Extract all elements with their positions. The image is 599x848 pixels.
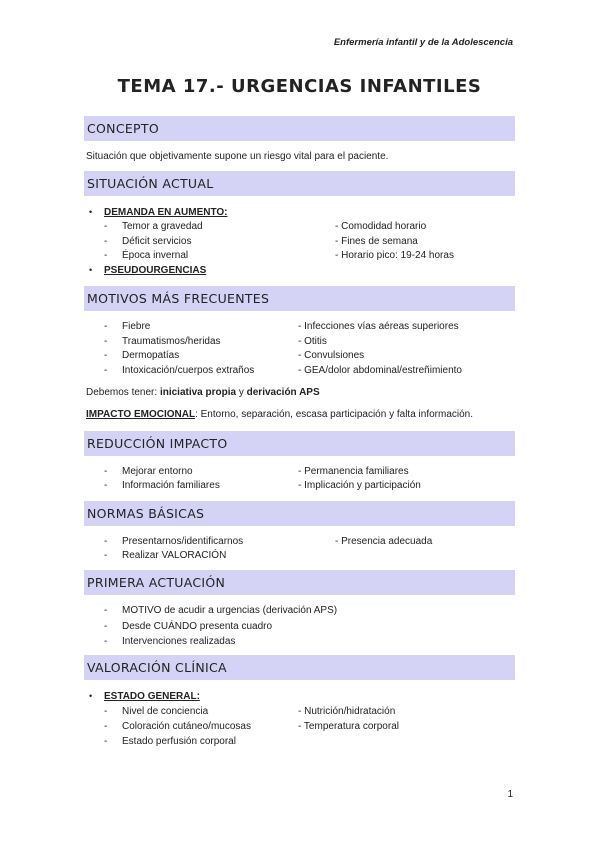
list-item: Intervenciones realizadas: [122, 636, 236, 647]
dash-icon: -: [104, 250, 108, 261]
list-item: Intoxicación/cuerpos extraños: [122, 365, 255, 376]
page-number: 1: [507, 789, 513, 800]
list-item: - Temperatura corporal: [298, 721, 399, 732]
dash-icon: -: [104, 706, 108, 717]
dash-icon: -: [104, 550, 108, 561]
section-valoracion-heading: VALORACIÓN CLÍNICA: [84, 655, 515, 680]
dash-icon: -: [104, 721, 108, 732]
list-item: Presentarnos/identificarnos: [122, 536, 244, 547]
dash-icon: -: [104, 350, 108, 361]
section-reduccion-heading: REDUCCIÓN IMPACTO: [84, 431, 515, 456]
list-item: Coloración cutáneo/mucosas: [122, 721, 251, 732]
debemos-prefix: Debemos tener:: [86, 387, 160, 398]
dash-icon: -: [104, 621, 108, 632]
dash-icon: -: [104, 221, 108, 232]
list-item: Desde CUÁNDO presenta cuadro: [122, 621, 273, 632]
impacto-line: [86, 409, 473, 421]
dash-icon: -: [104, 736, 108, 747]
list-item: Época invernal: [122, 250, 189, 261]
list-item: - Implicación y participación: [298, 480, 421, 491]
impacto-label: IMPACTO EMOCIONAL: [86, 409, 196, 420]
list-item: Déficit servicios: [122, 236, 192, 247]
debemos-bold-2: derivación APS: [246, 387, 320, 398]
dash-icon: -: [104, 605, 108, 616]
dash-icon: -: [104, 236, 108, 247]
bullet-icon: •: [89, 691, 93, 701]
page-title: TEMA 17.- URGENCIAS INFANTILES: [117, 76, 482, 97]
dash-icon: -: [104, 336, 108, 347]
list-item: - Horario pico: 19-24 horas: [335, 250, 454, 261]
list-item: Nivel de conciencia: [122, 706, 209, 717]
section-situacion-heading: SITUACIÓN ACTUAL: [84, 171, 515, 196]
list-item: - Nutrición/hidratación: [298, 706, 396, 717]
list-item: - Presencia adecuada: [335, 536, 433, 547]
list-item: - Convulsiones: [298, 350, 365, 361]
list-item: Dermopatías: [122, 350, 180, 361]
list-item: - Comodidad horario: [335, 221, 427, 232]
dash-icon: -: [104, 480, 108, 491]
dash-icon: -: [104, 365, 108, 376]
section-concepto-heading: CONCEPTO: [84, 116, 515, 141]
concepto-text: Situación que objetivamente supone un riesgo vital para el paciente.: [86, 151, 389, 162]
list-item: - GEA/dolor abdominal/estreñimiento: [298, 365, 462, 376]
list-item: Traumatismos/heridas: [122, 336, 221, 347]
list-item: Realizar VALORACIÓN: [122, 550, 227, 561]
list-item: Información familiares: [122, 480, 220, 491]
dash-icon: -: [104, 466, 108, 477]
demanda-label: DEMANDA EN AUMENTO:: [104, 207, 228, 218]
list-item: Mejorar entorno: [122, 466, 193, 477]
list-item: - Infecciones vías aéreas superiores: [298, 321, 459, 332]
dash-icon: -: [104, 321, 108, 332]
section-normas-heading: NORMAS BÁSICAS: [84, 501, 515, 526]
dash-icon: -: [104, 636, 108, 647]
list-item: - Permanencia familiares: [298, 466, 409, 477]
list-item: - Otitis: [298, 336, 327, 347]
list-item: Temor a gravedad: [122, 221, 203, 232]
bullet-icon: •: [89, 207, 93, 217]
impacto-text: : Entorno, separación, escasa participación y falta información.: [195, 409, 474, 420]
debemos-tener-line: [86, 387, 320, 399]
bullet-icon: •: [89, 265, 93, 275]
list-item: MOTIVO de acudir a urgencias (derivación APS): [122, 605, 338, 616]
section-motivos-heading: MOTIVOS MÁS FRECUENTES: [84, 286, 515, 311]
pseudourgencias-label: PSEUDOURGENCIAS: [104, 265, 207, 276]
list-item: - Fines de semana: [335, 236, 418, 247]
debemos-mid: y: [236, 387, 247, 398]
running-header: Enfermería infantil y de la Adolescencia: [333, 37, 513, 48]
debemos-bold-1: iniciativa propia: [159, 387, 237, 398]
list-item: Estado perfusión corporal: [122, 736, 236, 747]
dash-icon: -: [104, 536, 108, 547]
list-item: Fiebre: [122, 321, 151, 332]
section-primera-heading: PRIMERA ACTUACIÓN: [84, 570, 515, 595]
estado-general-label: ESTADO GENERAL:: [104, 691, 200, 702]
